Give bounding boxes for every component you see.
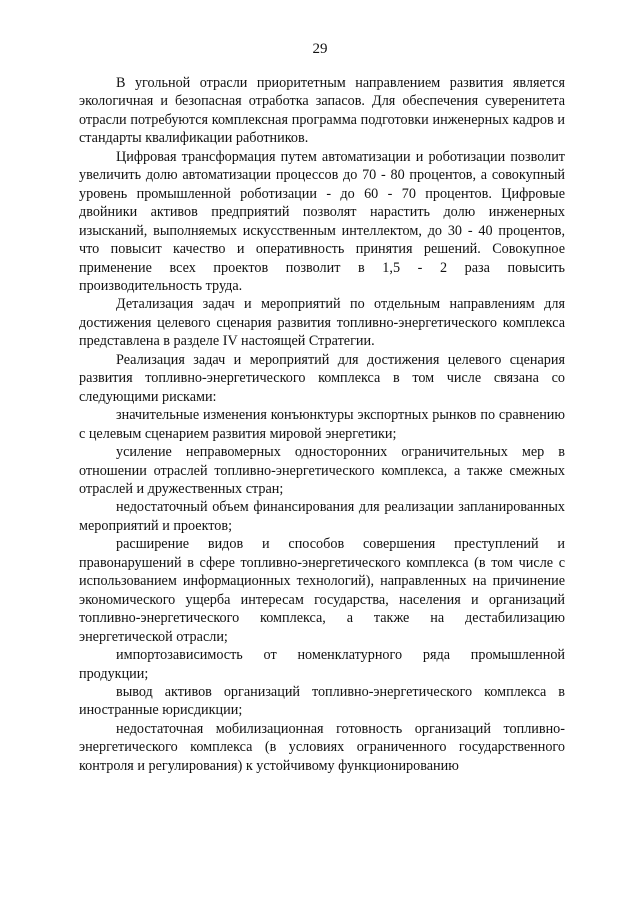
paragraph-detailing-tasks: Детализация задач и мероприятий по отдельным направлениям для достижения целевого сценария развития топливно-энергетического комплекса представлена в разделе IV настоящей Стратегии. <box>79 296 565 350</box>
risk-item-financing: недостаточный объем финансирования для реализации запланированных мероприятий и проектов; <box>79 499 565 534</box>
page-number: 29 <box>312 41 328 57</box>
paragraph-coal-industry: В угольной отрасли приоритетным направлением развития является экологичная и безопасная отработка запасов. Для обеспечения суверенитета отрасли потребуются комплексная программа подготовки инженерных кадров и стандарты квалификации работников. <box>79 75 565 147</box>
paragraph-risks-intro: Реализация задач и мероприятий для достижения целевого сценария развития топливно-энергетического комплекса в том числе связана со следующими рисками: <box>79 351 565 405</box>
risk-item-asset-withdrawal: вывод активов организаций топливно-энергетического комплекса в иностранные юрисдикции; <box>79 683 565 719</box>
risk-item-mobilization-readiness: недостаточная мобилизационная готовность организаций топливно-энергетического комплекса (в условиях ограниченного государственного контроля и регулирования) к устойчивому функционированию <box>79 720 565 774</box>
risk-item-import-dependence: импортозависимость от номенклатурного ряда промышленной продукции; <box>79 647 565 682</box>
risk-item-export-markets: значительные изменения конъюнктуры экспортных рынков по сравнению с целевым сценарием развития мировой энергетики; <box>79 407 565 442</box>
paragraph-digital-transformation: Цифровая трансформация путем автоматизации и роботизации позволит увеличить долю автоматизации процессов до 70 - 80 процентов, а совокупный уровень промышленной роботизации - до 60 - 70 процентов. Цифровые двойники активов предприятий позволят нарастить долю инженерных изысканий, выполняемых искусственным интеллектом, до 30 - 40 процентов, что повысит качество и оперативность принятия решений. Совокупное применение всех проектов позволит в 1,5 - 2 раза повысить производительность труда. <box>79 148 565 294</box>
risk-item-crime: расширение видов и способов совершения преступлений и правонарушений в сфере топливно-энергетического комплекса (в том числе с использованием информационных технологий), направленных на причинение экономического ущерба интересам государства, населения и организаций топливно-энергетического комплекса, а также на дестабилизацию энергетической отрасли; <box>79 536 565 645</box>
document-body <box>79 74 565 775</box>
risk-item-sanctions: усиление неправомерных односторонних ограничительных мер в отношении отраслей топливно-энергетического комплекса, а также смежных отраслей и дружественных стран; <box>79 444 565 497</box>
